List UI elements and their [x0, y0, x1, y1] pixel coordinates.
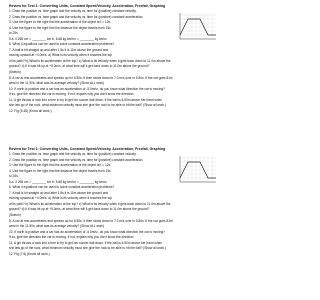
question-10-cont: If so, give the direction the car is moving. If not, explain why you don't know the direction. [9, 235, 135, 240]
question-10: 10. If north is positive and a car has an acceleration of -5.0m/s², do you know what direction the car is moving? [9, 86, 165, 91]
question-8-cont: west in the 11.50s, what was its average velocity? (Show ALL work) [9, 224, 105, 229]
question-11: 11. A girl throws a rock into a tree to try to get her soccer ball down. If the ball is 6.50m above her hand when [9, 97, 163, 102]
question-1: 1. Draw the position vs. time graph and the velocity vs. time for (positive) constant velocity. [9, 152, 137, 156]
graph-figure [175, 11, 217, 43]
question-7-cont: ground? d) If it was hit up at +5.0m/s, at what time will it get back down to 11.0m above the ground? [9, 64, 150, 69]
question-7-cont: moving upward at +4.0m/s. a) What is its velocity when it reaches the top [9, 196, 113, 201]
question-7: 7. A ball is hit straight up and after 1.5s it is 11m above the ground and [9, 190, 109, 195]
question-11-cont: she lets go of the rock, what minimum velocity must she give the rock to be able to hit the ball? (Show all work.) [9, 246, 166, 251]
question-7: 7. A ball is hit straight up and after 1.5s it is 11m above the ground and [9, 47, 109, 52]
question-5: 5.a. 0.265 cm = ________ km b. 6.68 kg km/hr² = ________ kg km/s² [9, 36, 107, 41]
question-11-cont: she lets go of the rock, what minimum velocity must she give the rock to be able to hit the ball? (Show all work.) [9, 103, 166, 108]
question-7-cont: of its path? b) What is its acceleration at the top? c) What is its velocity when it gets back down to 11.0m above the [9, 201, 171, 206]
question-4: 4. Use the figure to the right find the distance the object travels from 15s [9, 25, 111, 30]
question-4-cont: to 25s. [9, 31, 19, 36]
question-3: 3. Use the figure to the right find the acceleration of the object at t = 12s. [9, 163, 111, 168]
question-5: 5.a. 0.265 cm = ________ km b. 6.68 kg km/hr² = ________ kg km/s² [9, 179, 107, 184]
question-7-sketch: (Sketch) [9, 213, 21, 218]
graph-figure [175, 154, 217, 186]
question-6: 6. What 4 equations can be used to solve constant acceleration problems? [9, 185, 115, 190]
question-7-cont: moving upward at +4.0m/s. a) What is its velocity when it reaches the top [9, 53, 113, 58]
question-2: 2. Draw the position vs. time graph and the velocity vs. time for (positive) constant acceleration. [9, 157, 144, 162]
question-11: 11. A girl throws a rock into a tree to try to get her soccer ball down. If the ball is 6.50m above her hand when [9, 240, 163, 245]
review-section-2 [9, 147, 223, 257]
question-8-cont: west in the 11.50s, what was its average velocity? (Show ALL work) [9, 81, 105, 86]
section-title: Review for Test 1: Converting Units, Constant Speed/Velocity, Acceleration, Freefall, Graphing [9, 147, 166, 151]
question-8: 8. A car at rest accelerates and speeds up for 6.50s. It then slows down to 7.0 m/s over in 5.80s. If the car goes 81m [9, 218, 173, 223]
question-7-cont: ground? d) If it was hit up at +5.0m/s, at what time will it get back down to 11.0m above the ground? [9, 207, 150, 212]
question-4: 4. Use the figure to the right find the distance the object travels from 15s [9, 168, 111, 173]
question-12: 12. Fig (7.6) (Know all work.) [9, 251, 50, 256]
question-8: 8. A car at rest accelerates and speeds up for 6.50s. It then slows down to 7.0 m/s over in 5.80s. If the car goes 81m [9, 75, 173, 80]
question-7-sketch: (Sketch) [9, 70, 21, 75]
review-section-1 [9, 4, 223, 114]
question-12: 12. Fig (5.48) (Know all work.) [9, 108, 52, 113]
velocity-time-graph [175, 154, 217, 186]
section-title: Review for Test 1: Converting Units, Constant Speed/Velocity, Acceleration, Freefall, Graphing [9, 4, 166, 8]
question-7-cont: of its path? b) What is its acceleration at the top? c) What is its velocity when it gets back down to 11.0m above the [9, 58, 171, 63]
question-10: 10. If north is positive and a car has an acceleration of -5.0m/s², do you know what direction the car is moving? [9, 229, 165, 234]
question-3: 3. Use the figure to the right find the acceleration of the object at t = 12s. [9, 20, 111, 25]
velocity-time-graph [175, 11, 217, 43]
question-6: 6. What 4 equations can be used to solve constant acceleration problems? [9, 42, 115, 47]
question-1: 1. Draw the position vs. time graph and the velocity vs. time for (positive) constant velocity. [9, 9, 137, 13]
question-4-cont: to 25s. [9, 174, 19, 179]
question-2: 2. Draw the position vs. time graph and the velocity vs. time for (positive) constant acceleration. [9, 14, 144, 19]
question-10-cont: If so, give the direction the car is moving. If not, explain why you don't know the direction. [9, 92, 135, 97]
